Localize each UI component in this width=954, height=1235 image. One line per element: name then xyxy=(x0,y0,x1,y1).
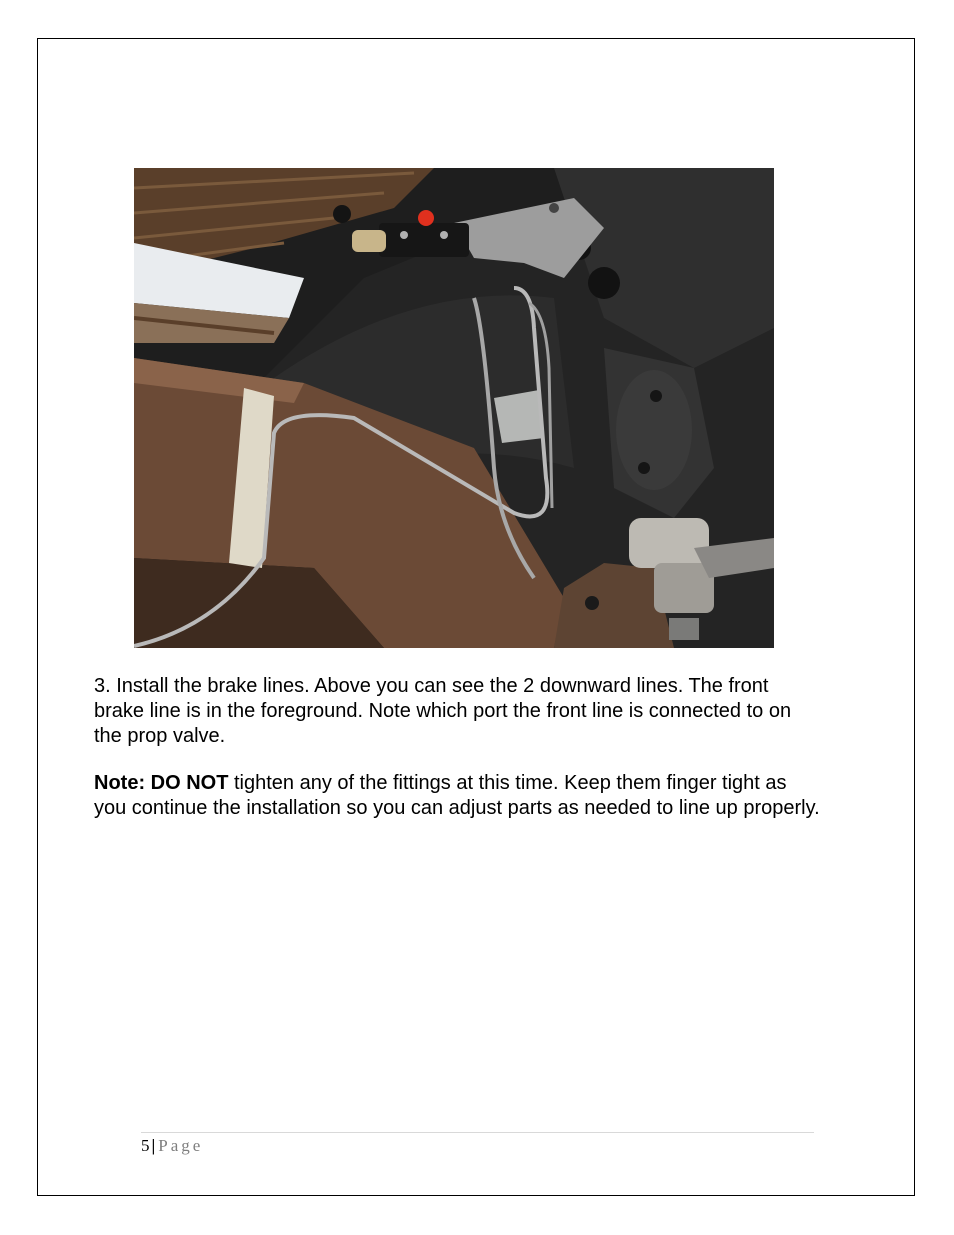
page-label: Page xyxy=(158,1136,204,1155)
note-text: tighten any of the fittings at this time. Keep them finger tight as you continue the installation so you can adjust parts as needed to line up properly. xyxy=(94,772,820,819)
page-number: 5 xyxy=(141,1136,150,1155)
bushing-mount xyxy=(629,518,709,568)
note-label: Note: DO NOT xyxy=(94,772,229,794)
brake-lines-photo xyxy=(134,168,774,648)
footer-rule xyxy=(141,1132,814,1133)
page-footer xyxy=(141,1136,203,1156)
step-3-instruction: 3. Install the brake lines. Above you can see the 2 downward lines. The front brake line is in the foreground. Note which port the front line is connected to on the prop valve. xyxy=(94,675,792,747)
note-paragraph xyxy=(94,771,824,821)
footer-separator: | xyxy=(151,1136,156,1155)
prop-valve xyxy=(379,223,469,257)
